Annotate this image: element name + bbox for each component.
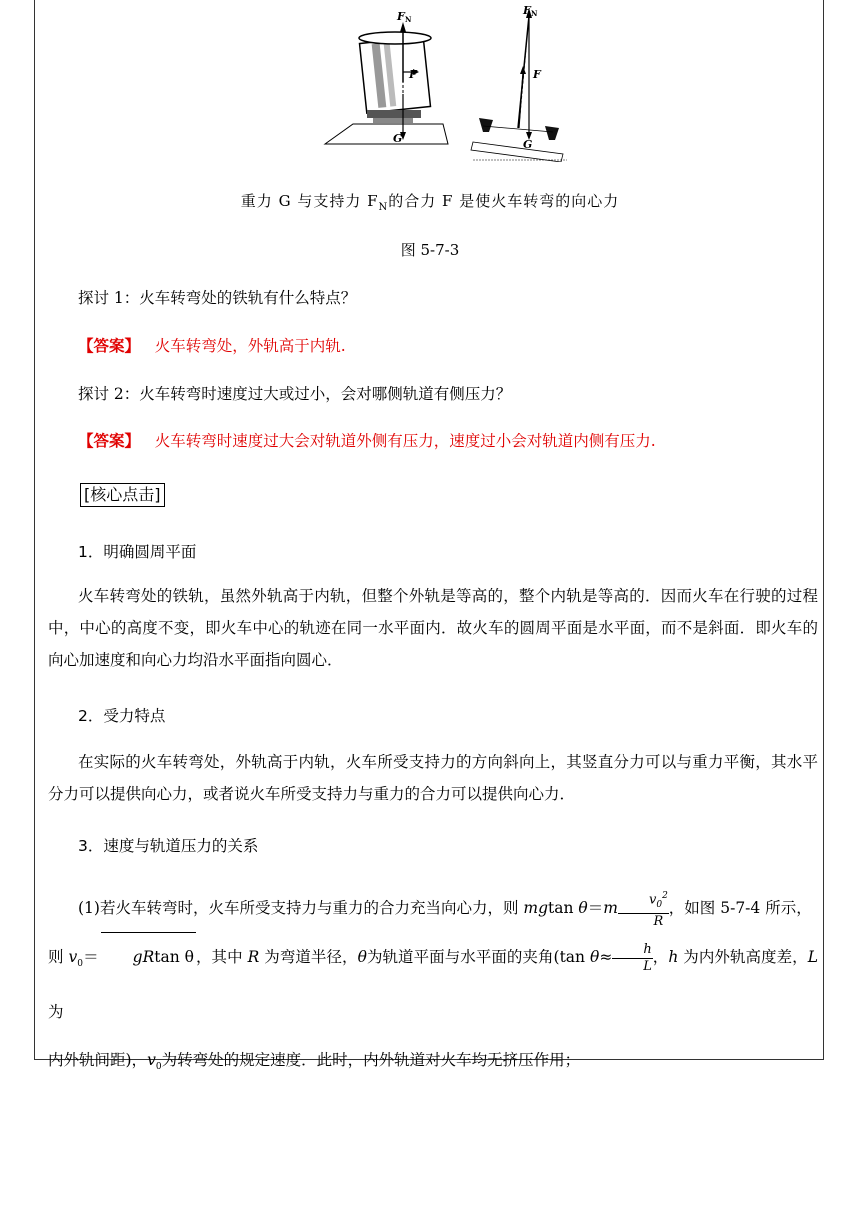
sqrt-expression: gRtan θ (101, 932, 196, 981)
svg-text:N: N (531, 9, 538, 18)
heading-1: 1．明确圆周平面 (78, 543, 197, 561)
figure-caption: 重力 G 与支持力 $F_N$的合力 F 是使火车转弯的向心力 (240, 192, 620, 213)
svg-text:N: N (405, 15, 412, 24)
section-tag: [核心点击] (80, 483, 165, 507)
answer-tag: 【答案】 (78, 431, 141, 450)
answer-2: 【答案】 火车转弯时速度过大会对轨道外侧有压力，速度过小会对轨道内侧有压力. (78, 431, 656, 450)
answer-1: 【答案】 火车转弯处，外轨高于内轨. (78, 336, 346, 355)
fraction-v0-over-r: $\frac{v_0^2}{R}$ (618, 888, 669, 930)
paragraph-3: (1)若火车转弯时，火车所受支持力与重力的合力充当向心力，则 mgtan θ＝m $\frac{v_0^2}{R}$ ，如图 5-7-4 所示， 则 $v_0= gRtan$ θ ，其中 R 为弯道半径，θ为轨道平面与水平面的夹角(tan θ≈ $\frac{h}{L}$ ，h 为内外轨高度差，L 为 内外轨间距)，$v_0$为转弯处的规定速度．此时，内外轨道对火车均无挤压作用； (48, 884, 818, 1091)
train-illustration (325, 22, 448, 144)
fn-label-left: F (397, 10, 405, 23)
paragraph-2: 在实际的火车转弯处，外轨高于内轨，火车所受支持力的方向斜向上，其竖直分力可以与重力平衡，其水平分力可以提供向心力，或者说火车所受支持力与重力的合力可以提供向心力． (48, 753, 818, 803)
question-1: 探讨 1：火车转弯处的铁轨有什么特点？ (78, 289, 357, 307)
force-diagram (323, 2, 573, 162)
answer-tag: 【答案】 (78, 336, 141, 355)
figure-number: 图 5-7-3 (400, 241, 460, 259)
g-label-right: G (523, 138, 533, 151)
heading-3: 3．速度与轨道压力的关系 (78, 837, 259, 855)
fn-label-right: F (523, 4, 531, 17)
question-2: 探讨 2：火车转弯时速度过大或过小，会对哪侧轨道有侧压力？ (78, 385, 512, 403)
g-label-left: G (393, 132, 403, 145)
heading-2: 2．受力特点 (78, 707, 166, 725)
paragraph-1: 火车转弯处的铁轨，虽然外轨高于内轨，但整个外轨是等高的，整个内轨是等高的．因而火车在行驶的过程中，中心的高度不变，即火车中心的轨迹在同一水平面内．故火车的圆周平面是水平面，而不是斜面．即火车的向心加速度和向心力均沿水平面指向圆心． (48, 587, 818, 669)
fraction-h-over-l: $\frac{h}{L}$ (612, 942, 652, 975)
f-label-left: F (409, 68, 417, 81)
f-label-right: F (533, 68, 541, 81)
force-triangle (471, 8, 567, 162)
